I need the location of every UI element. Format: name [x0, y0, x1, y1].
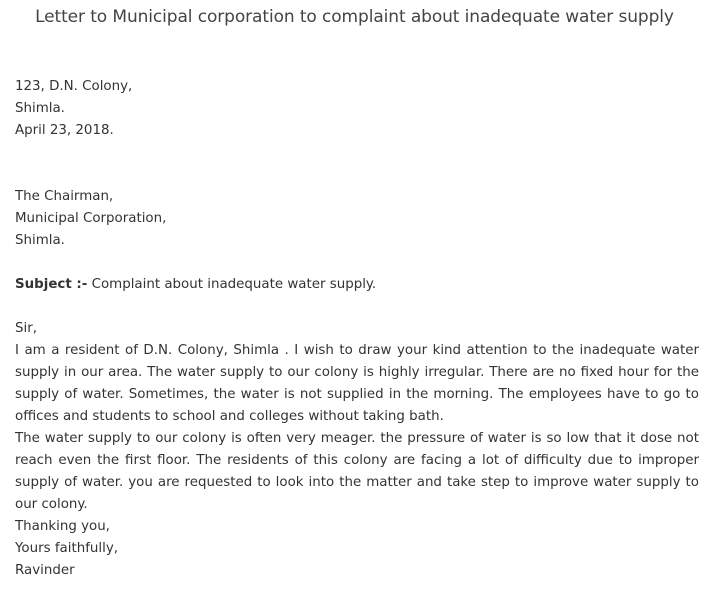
closing-thanks: Thanking you, [15, 519, 110, 534]
body-paragraph-1: I am a resident of D.N. Colony, Shimla . I wish to draw your kind attention to the inadequate water supply in our area. The water supply to our colony is highly irregular. There are no fixed hour for the supply of water. Sometimes, the water is not supplied in the morning. The employees have to go to offices and students to school and colleges without taking bath. [15, 343, 699, 424]
recipient-line-3: Shimla. [15, 233, 65, 248]
recipient-line-1: The Chairman, [15, 189, 114, 204]
page-title: Letter to Municipal corporation to complaint about inadequate water supply [35, 7, 674, 27]
recipient-line-2: Municipal Corporation, [15, 211, 167, 226]
sender-address-line-1: 123, D.N. Colony, [15, 79, 133, 94]
subject-label: Subject :- [15, 277, 88, 292]
body-paragraph-2: The water supply to our colony is often very meager. the pressure of water is so low that it dose not reach even the first floor. The residents of this colony are facing a lot of difficulty due to improper supply of water. you are requested to look into the matter and take step to improve water supply to our colony. [15, 431, 699, 512]
letter-body [15, 318, 699, 582]
letter-date: April 23, 2018. [15, 123, 114, 138]
sender-address-line-2: Shimla. [15, 101, 65, 116]
subject-text: Complaint about inadequate water supply. [87, 277, 377, 292]
salutation: Sir, [15, 321, 37, 336]
signature-name: Ravinder [15, 563, 75, 578]
subject-line [15, 274, 699, 296]
closing-signoff: Yours faithfully, [15, 541, 119, 556]
recipient-address [15, 186, 699, 252]
sender-address [15, 76, 699, 142]
